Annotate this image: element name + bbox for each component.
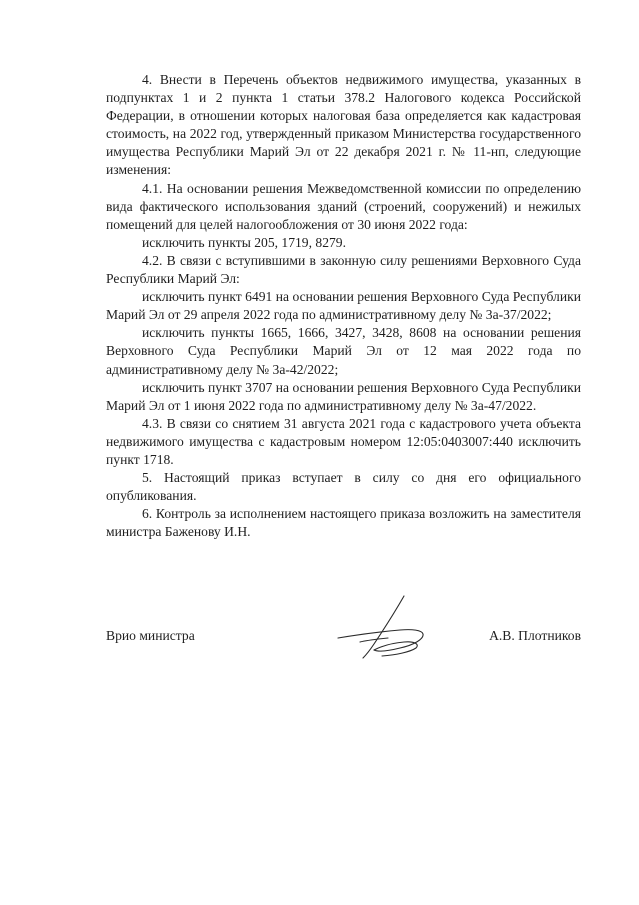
paragraph-4: 4. Внести в Перечень объектов недвижимого имущества, указанных в подпунктах 1 и 2 пункта 1 статьи 378.2 Налогового кодекса Российской Федерации, в отношении которых налоговая база определяется как кадастровая стоимость, на 2022 год, утвержденный приказом Министерства государственного имущества Республики Марий Эл от 22 декабря 2021 г. № 11-нп, следующие изменения: bbox=[106, 72, 581, 178]
paragraph-4-2-item-1: исключить пункт 6491 на основании решения Верховного Суда Республики Марий Эл от 29 апреля 2022 года по административному делу № 3а-37/2022; bbox=[106, 289, 581, 323]
signatory-position: Врио министра bbox=[106, 628, 195, 643]
paragraph-4-2: 4.2. В связи с вступившими в законную силу решениями Верховного Суда Республики Марий Эл: bbox=[106, 252, 581, 287]
signatory-name: А.В. Плотников bbox=[489, 628, 581, 643]
paragraph-5: 5. Настоящий приказ вступает в силу со дня его официального опубликования. bbox=[106, 470, 581, 504]
handwritten-signature bbox=[330, 592, 430, 664]
paragraph-4-1-exclude: исключить пункты 205, 1719, 8279. bbox=[142, 234, 346, 250]
paragraph-6: 6. Контроль за исполнением настоящего приказа возложить на заместителя министра Баженову И.Н. bbox=[106, 506, 581, 540]
paragraph-4-3: 4.3. В связи со снятием 31 августа 2021 года с кадастрового учета объекта недвижимого имущества с кадастровым номером 12:05:0403007:440 исключить пункт 1718. bbox=[106, 415, 581, 467]
paragraph-4-2-item-2: исключить пункты 1665, 1666, 3427, 3428, 8608 на основании решения Верховного Суда Республики Марий Эл от 12 мая 2022 года по административному делу № 3а-42/2022; bbox=[106, 325, 581, 377]
document-body bbox=[106, 71, 581, 541]
paragraph-4-2-item-3: исключить пункт 3707 на основании решения Верховного Суда Республики Марий Эл от 1 июня 2022 года по административному делу № 3а-47/2022. bbox=[106, 379, 581, 413]
paragraph-4-1: 4.1. На основании решения Межведомственной комиссии по определению вида фактического использования зданий (строений, сооружений) и нежилых помещений для целей налогообложения от 30 июня 2022 года: bbox=[106, 180, 581, 232]
